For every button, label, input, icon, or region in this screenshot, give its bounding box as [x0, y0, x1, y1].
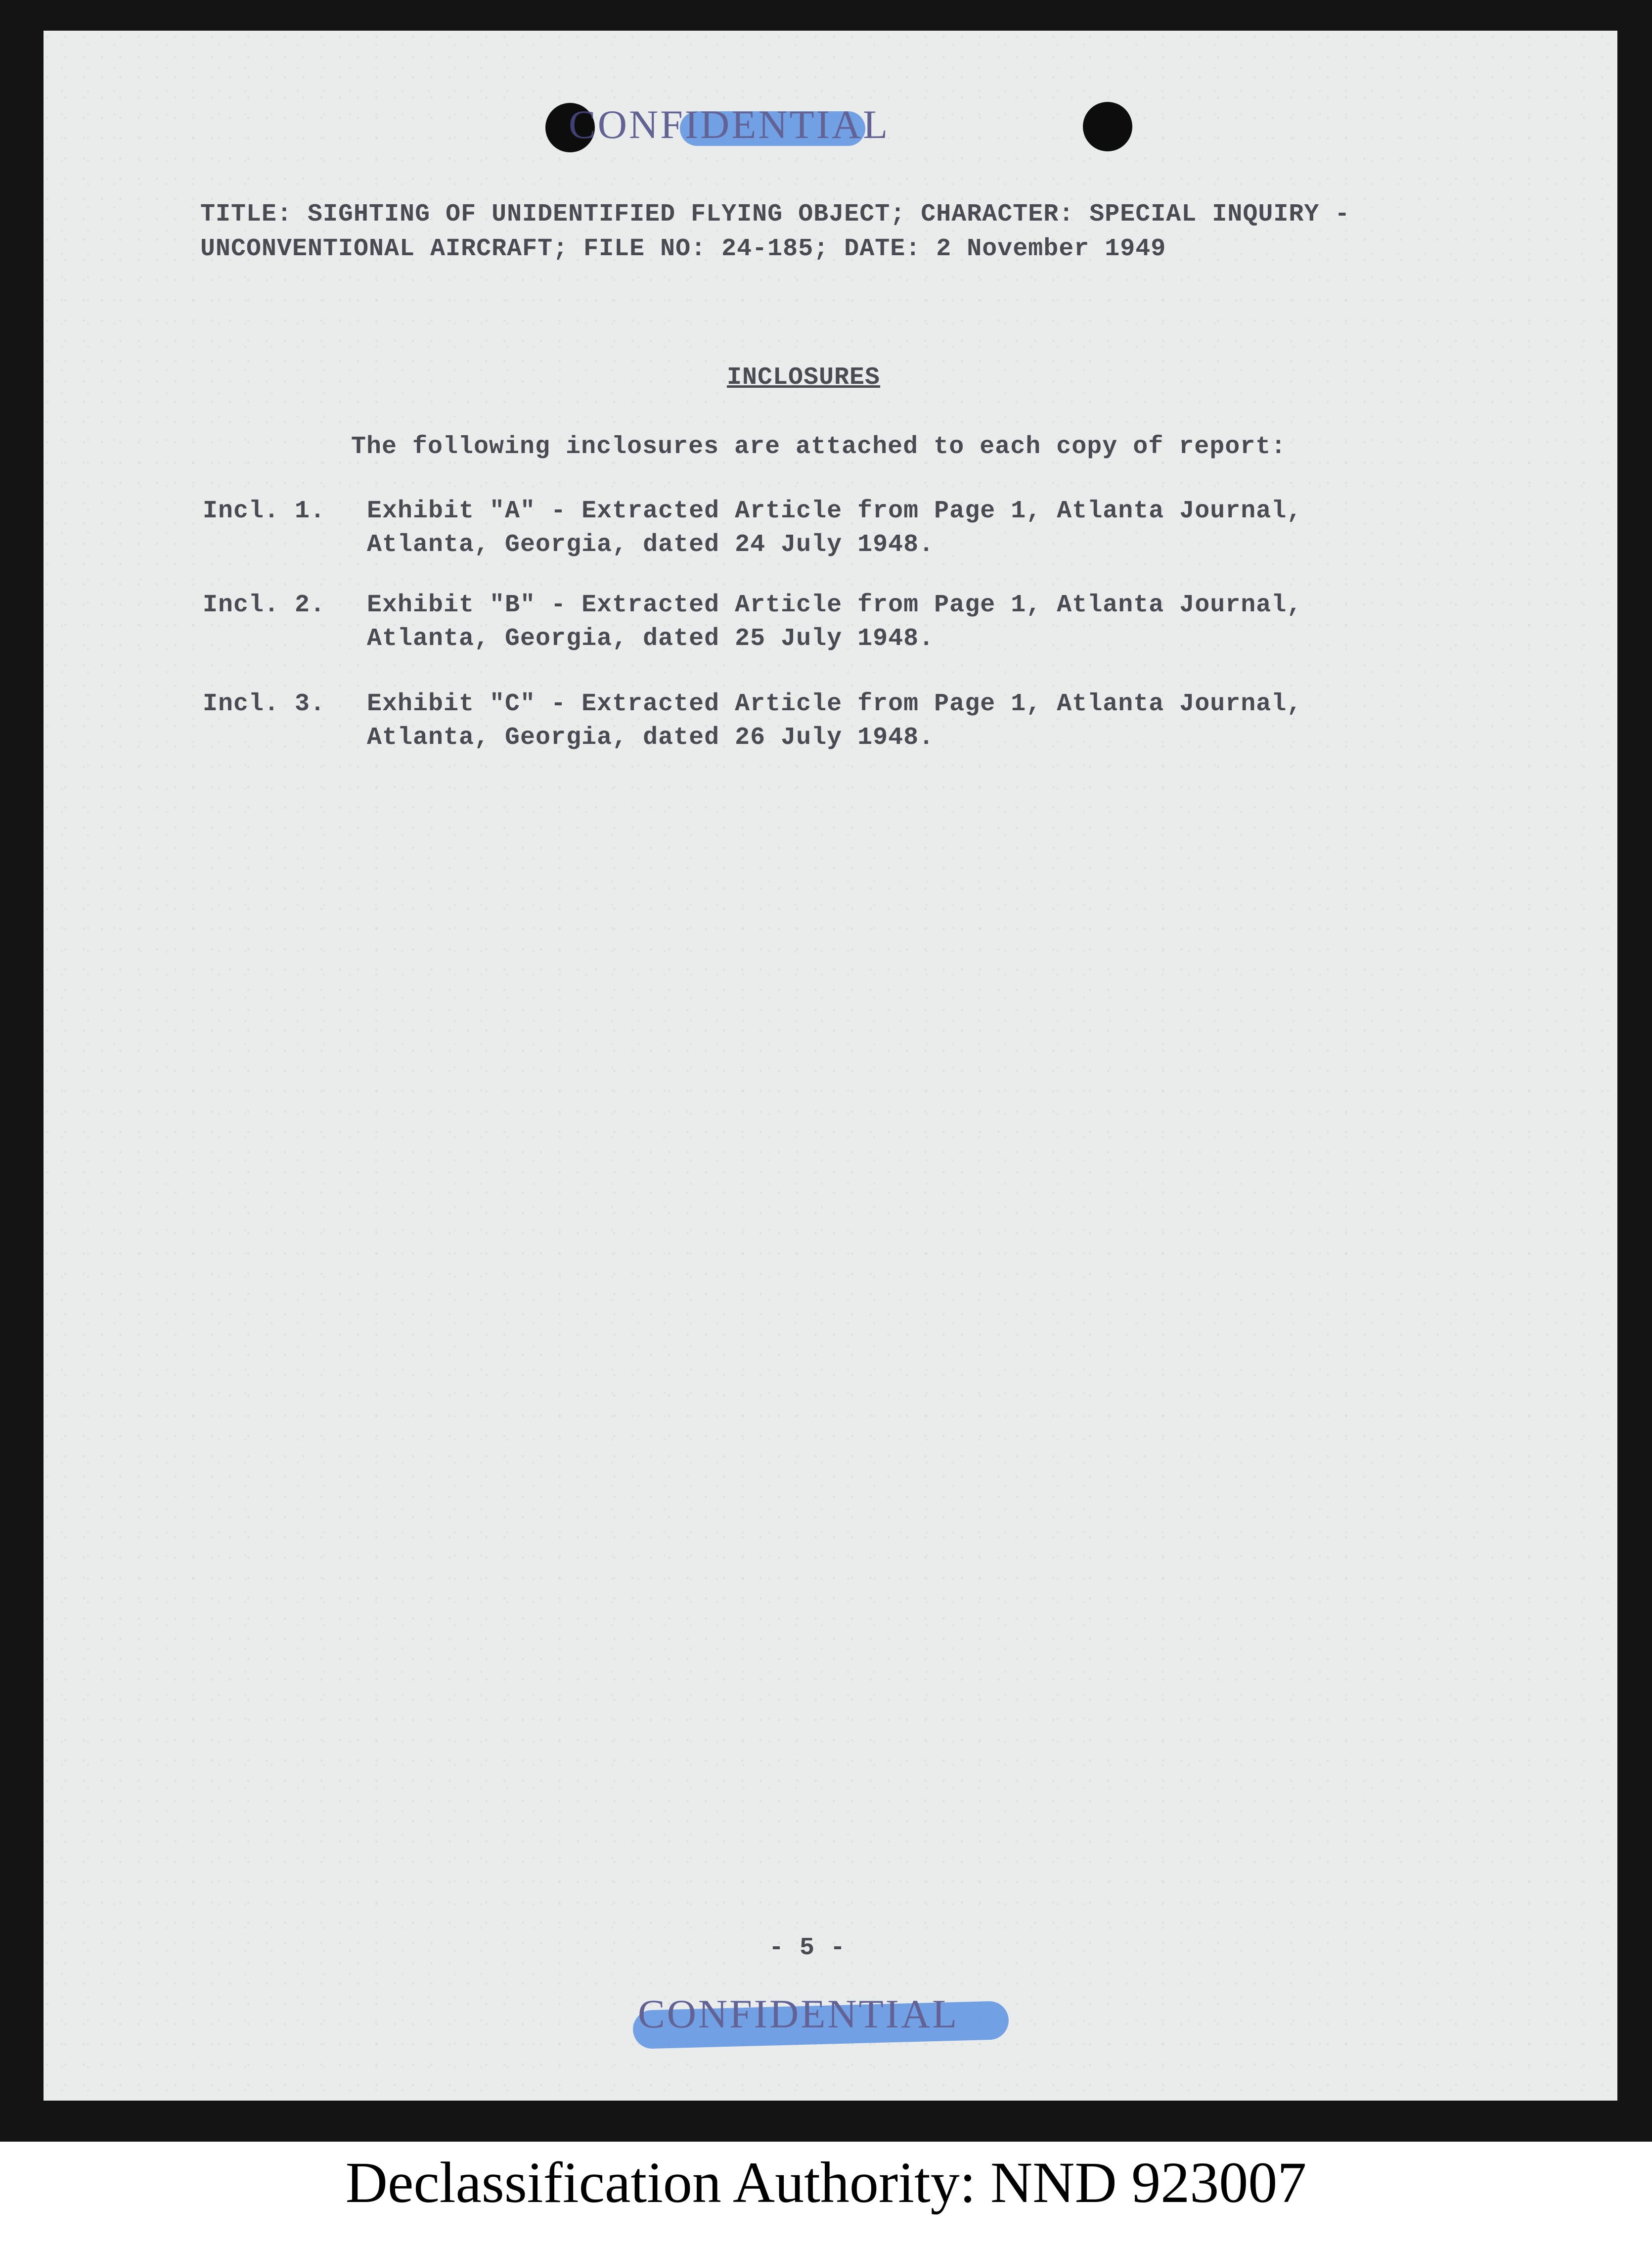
inclosure-label: Incl. 2.: [203, 591, 326, 619]
inclosure-label: Incl. 3.: [203, 690, 326, 718]
title-line-2: UNCONVENTIONAL AIRCRAFT; FILE NO: 24-185; DATE: 2 November 1949: [200, 235, 1166, 263]
inclosure-line: Atlanta, Georgia, dated 26 July 1948.: [367, 724, 935, 752]
title-line-1: TITLE: SIGHTING OF UNIDENTIFIED FLYING OBJECT; CHARACTER: SPECIAL INQUIRY -: [200, 200, 1350, 229]
confidential-stamp-top: CONFIDENTIAL: [569, 102, 890, 147]
page-number: - 5 -: [769, 1934, 846, 1962]
inclosure-line: Atlanta, Georgia, dated 25 July 1948.: [367, 625, 935, 653]
inclosure-line: Exhibit "B" - Extracted Article from Page 1, Atlanta Journal,: [367, 591, 1302, 619]
inclosure-label: Incl. 1.: [203, 497, 326, 525]
inclosure-line: Exhibit "A" - Extracted Article from Page 1, Atlanta Journal,: [367, 497, 1302, 525]
punch-hole-right: [1083, 102, 1132, 151]
inclosures-intro: The following inclosures are attached to each copy of report:: [351, 433, 1287, 461]
document-page: [44, 31, 1617, 2101]
declassification-caption: Declassification Authority: NND 923007: [345, 2150, 1307, 2215]
confidential-stamp-bottom: CONFIDENTIAL: [638, 1991, 959, 2037]
inclosure-line: Atlanta, Georgia, dated 24 July 1948.: [367, 531, 935, 559]
inclosures-heading: INCLOSURES: [727, 364, 881, 392]
inclosure-line: Exhibit "C" - Extracted Article from Page 1, Atlanta Journal,: [367, 690, 1302, 718]
